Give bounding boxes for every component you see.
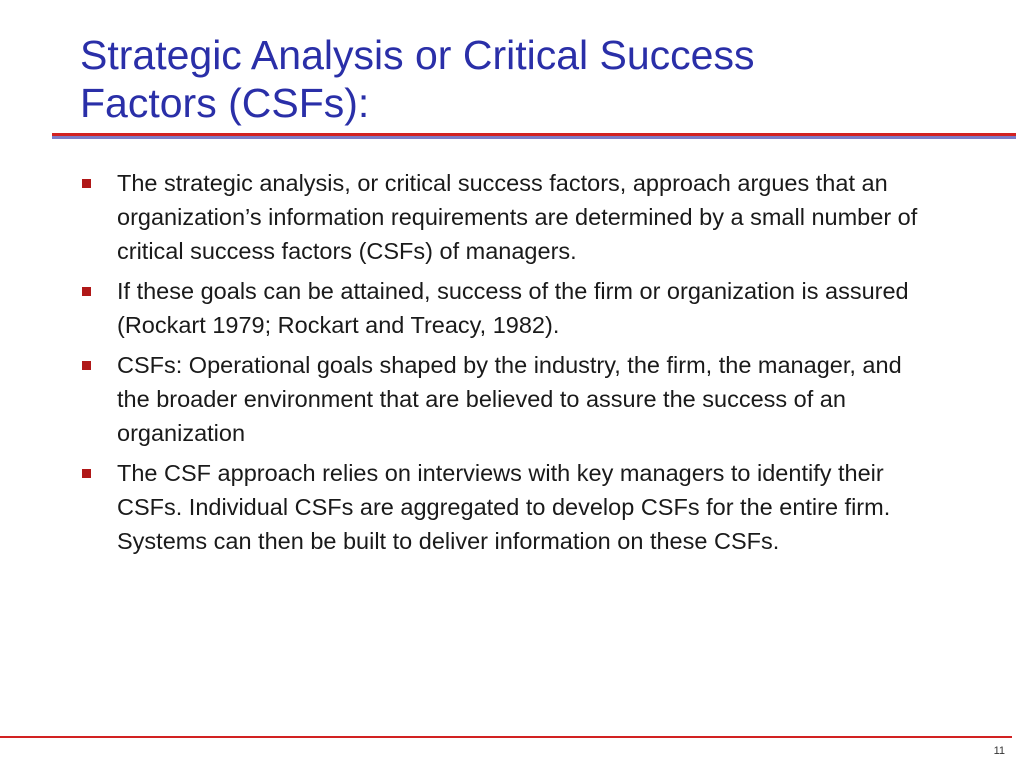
slide-title-line-1: Strategic Analysis or Critical Success bbox=[80, 32, 755, 78]
square-bullet-icon bbox=[82, 361, 91, 370]
square-bullet-icon bbox=[82, 179, 91, 188]
bullet-text: The CSF approach relies on interviews with key managers to identify their CSFs. Individual CSFs are aggregated to develop CSFs for the entire firm. Systems can then be built to deliver information on these CSFs. bbox=[117, 460, 891, 554]
slide-title bbox=[80, 31, 980, 127]
bullet-text: If these goals can be attained, success of the firm or organization is assured (Rockart 1979; Rockart and Treacy, 1982). bbox=[117, 278, 909, 338]
bullet-text: CSFs: Operational goals shaped by the industry, the firm, the manager, and the broader environment that are believed to assure the success of an organization bbox=[117, 352, 902, 446]
title-divider-shadow bbox=[52, 136, 1016, 139]
bullet-item bbox=[80, 166, 930, 268]
bullet-item bbox=[80, 274, 930, 342]
bullet-item bbox=[80, 456, 930, 558]
page-number: 11 bbox=[993, 745, 1005, 757]
bullet-item bbox=[80, 348, 930, 450]
square-bullet-icon bbox=[82, 287, 91, 296]
bullet-list bbox=[80, 166, 930, 564]
slide-title-line-2: Factors (CSFs): bbox=[80, 80, 370, 126]
footer-divider bbox=[0, 736, 1012, 738]
square-bullet-icon bbox=[82, 469, 91, 478]
bullet-text: The strategic analysis, or critical success factors, approach argues that an organization’s information requirements are determined by a small number of critical success factors (CSFs) of managers. bbox=[117, 170, 918, 264]
